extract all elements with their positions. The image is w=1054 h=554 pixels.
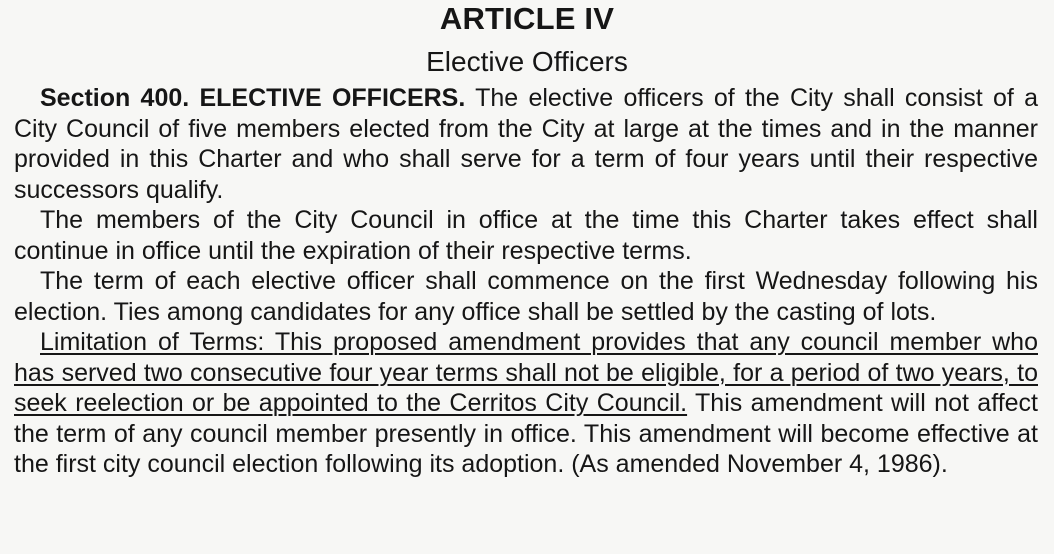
term-commencement-paragraph: The term of each elective officer shall commence on the first Wednesday following his election. Ties among candidates for any office shall be settled by the casting of lots. bbox=[14, 267, 1038, 326]
term-limitation-paragraph bbox=[14, 327, 1038, 480]
term-limitation-amendment-text: Limitation of Terms: This proposed amendment provides that any council member who has served two consecutive four year terms shall not be eligible, for a period of two years, to seek reelection or be appointed to the Cerritos City Council. bbox=[14, 328, 1038, 417]
council-continuation-paragraph: The members of the City Council in office at the time this Charter takes effect shall continue in office until the expiration of their respective terms. bbox=[14, 206, 1038, 265]
article-subtitle: Elective Officers bbox=[426, 46, 628, 77]
section-400-paragraph bbox=[14, 83, 1038, 205]
section-400-heading: Section 400. ELECTIVE OFFICERS. bbox=[40, 84, 466, 112]
amendment-effect-text: This amendment will not affect the term of any council member presently in office. This amendment will become effective at the first city council election following its adoption. (As amended November 4, 1986). bbox=[14, 389, 1039, 478]
document-body bbox=[14, 83, 1038, 480]
section-400-text: The elective officers of the City shall consist of a City Council of five members elected from the City at large at the times and in the manner provided in this Charter and who shall serve for a term of four years until their respective successors qualify. bbox=[14, 84, 1038, 204]
article-title: ARTICLE IV bbox=[439, 1, 615, 36]
